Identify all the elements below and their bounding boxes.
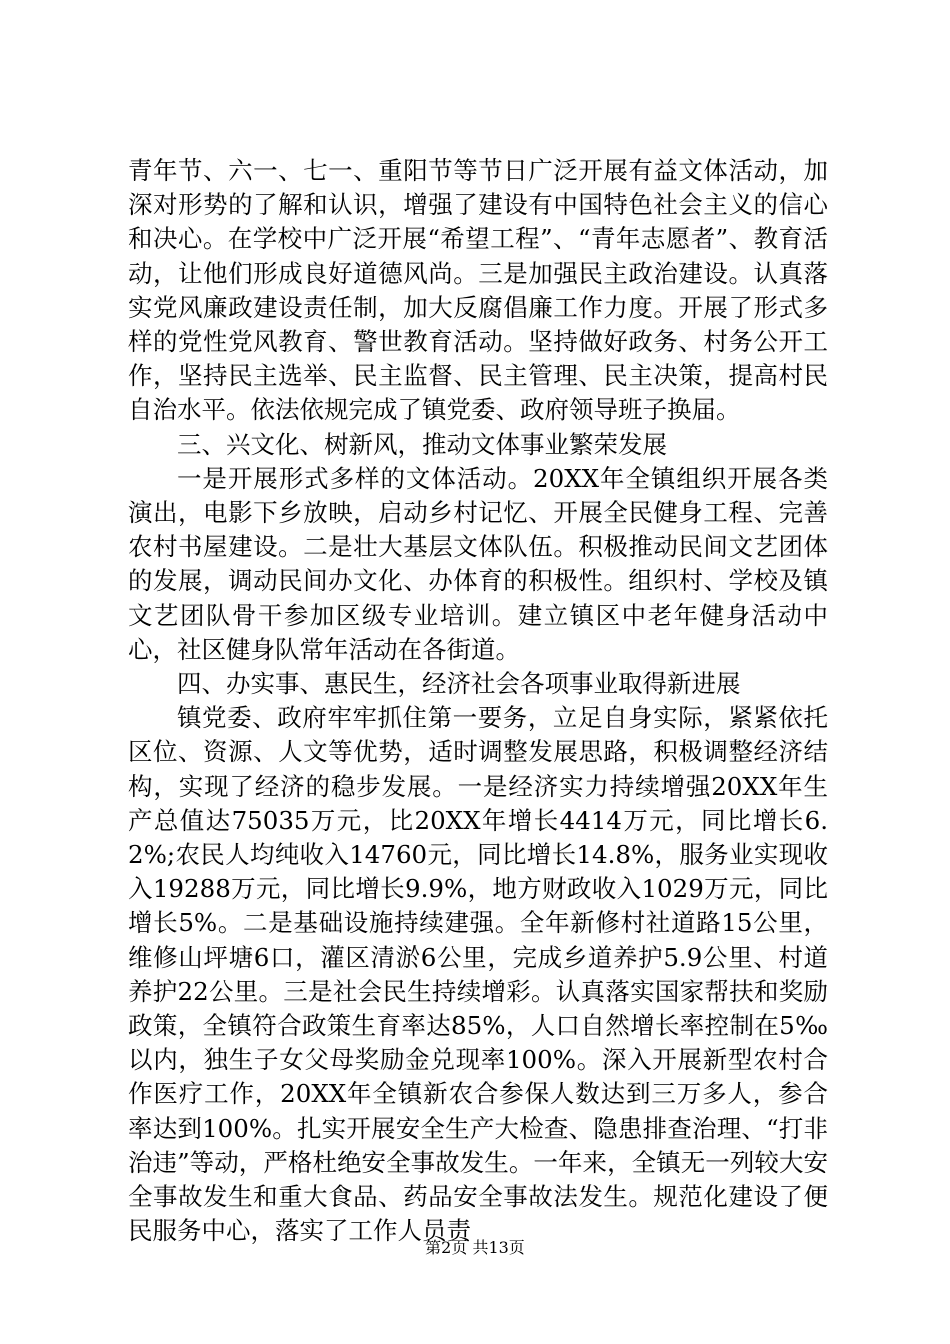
section-heading-4: 四、办实事、惠民生，经济社会各项事业取得新进展 xyxy=(177,669,741,699)
page-number-footer: 第2页 共13页 xyxy=(425,1238,525,1257)
paragraph-economy: 镇党委、政府牢牢抓住第一要务，立足自身实际，紧紧依托区位、资源、人文等优势，适时调整发展思路，积极调整经济结构，实现了经济的稳步发展。一是经济实力持续增强20XX年生产总值达75035万元，比20XX年增长4414万元，同比增长6.2%;农民人均纯收入14760元，同比增长14.8%，服务业实现收入19288万元，同比增长9.9%，地方财政收入1029万元，同比增长5%。二是基础设施持续建强。全年新修村社道路15公里，维修山坪塘6口，灌区清淤6公里，完成乡道养护5.9公里、村道养护22公里。三是社会民生持续增彩。认真落实国家帮扶和奖励政策，全镇符合政策生育率达85%，人口自然增长率控制在5‰以内，独生子女父母奖励金兑现率100%。深入开展新型农村合作医疗工作，20XX年全镇新农合参保人数达到三万多人，参合率达到100%。扎实开展安全生产大检查、隐患排查治理、“打非治违”等动，严格杜绝安全事故发生。一年来，全镇无一列较大安全事故发生和重大食品、药品安全事故法发生。规范化建设了便民服务中心，落实了工作人员责 xyxy=(128,703,828,1246)
paragraph-culture: 一是开展形式多样的文体活动。20XX年全镇组织开展各类演出，电影下乡放映，启动乡村记忆、开展全民健身工程、完善农村书屋建设。二是壮大基层文体队伍。积极推动民间文艺团体的发展，调动民间办文化、办体育的积极性。组织村、学校及镇文艺团队骨干参加区级专业培训。建立镇区中老年健身活动中心，社区健身队常年活动在各街道。 xyxy=(128,463,828,664)
section-heading-3: 三、兴文化、树新风，推动文体事业繁荣发展 xyxy=(177,429,667,459)
paragraph-continuation: 青年节、六一、七一、重阳节等节日广泛开展有益文体活动，加深对形势的了解和认识，增强了建设有中国特色社会主义的信心和决心。在学校中广泛开展“希望工程”、“青年志愿者”、教育活动，让他们形成良好道德风尚。三是加强民主政治建设。认真落实党风廉政建设责任制，加大反腐倡廉工作力度。开展了形式多样的党性党风教育、警世教育活动。坚持做好政务、村务公开工作，坚持民主选举、民主监督、民主管理、民主决策，提高村民自治水平。依法依规完成了镇党委、政府领导班子换届。 xyxy=(128,156,828,425)
document-body xyxy=(128,154,828,1249)
